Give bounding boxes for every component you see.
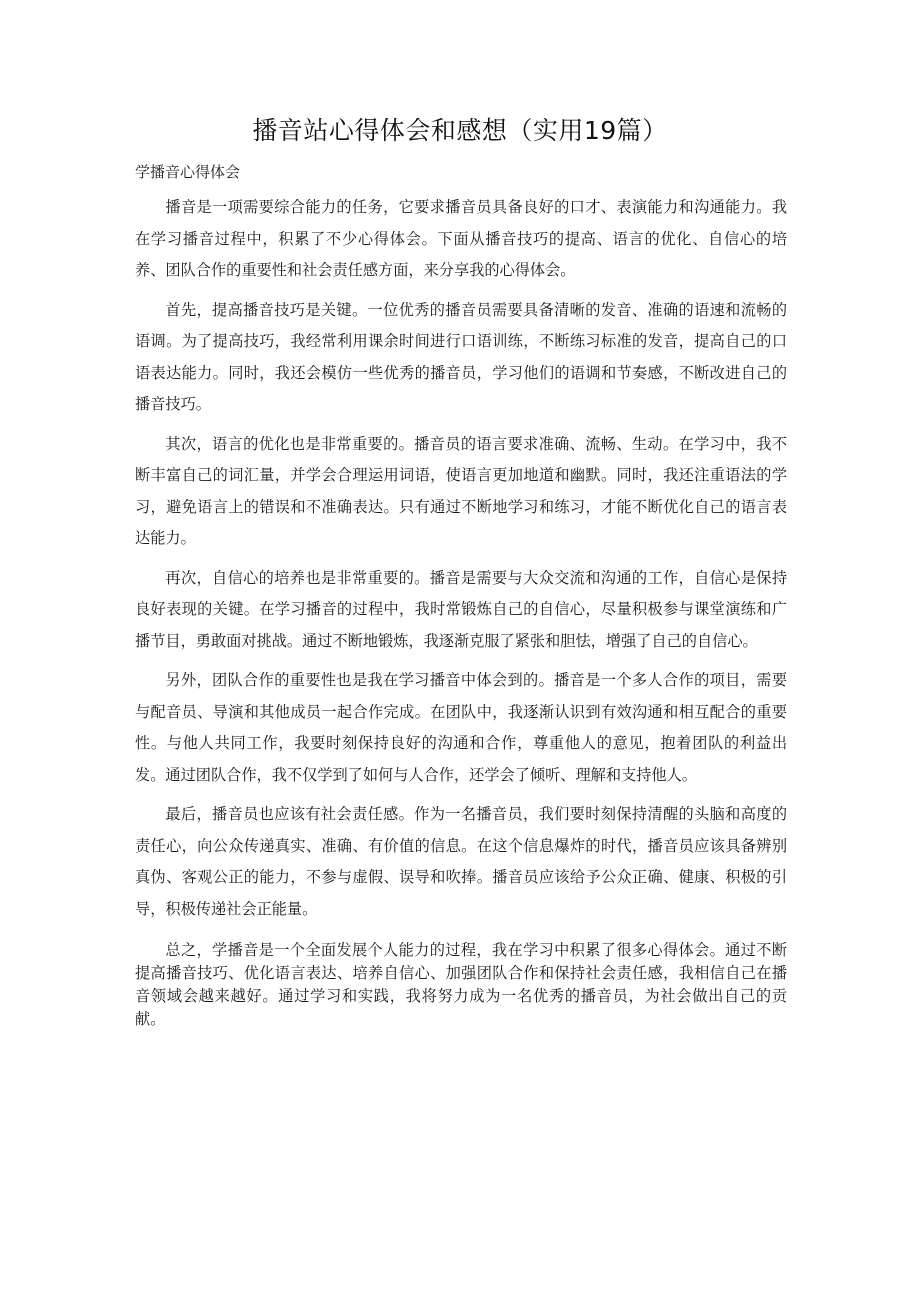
paragraph-teamwork: 另外，团队合作的重要性也是我在学习播音中体会到的。播音是一个多人合作的项目，需要与配音员、导演和其他成员一起合作完成。在团队中，我逐渐认识到有效沟通和相互配合的重要性。与他人共同工作，我要时刻保持良好的沟通和合作，尊重他人的意见，抱着团队的利益出发。通过团队合作，我不仅学到了如何与人合作，还学会了倾听、理解和支持他人。 [135, 671, 787, 784]
paragraph-conclusion: 总之，学播音是一个全面发展个人能力的过程，我在学习中积累了很多心得体会。通过不断提高播音技巧、优化语言表达、培养自信心、加强团队合作和保持社会责任感，我相信自己在播音领域会越来越好。通过学习和实践，我将努力成为一名优秀的播音员，为社会做出自己的贡献。 [135, 941, 787, 1028]
paragraph-intro: 播音是一项需要综合能力的任务，它要求播音员具备良好的口才、表演能力和沟通能力。我在学习播音过程中，积累了不少心得体会。下面从播音技巧的提高、语言的优化、自信心的培养、团队合作的重要性和社会责任感方面，来分享我的心得体会。 [135, 198, 787, 279]
paragraph-confidence: 再次，自信心的培养也是非常重要的。播音是需要与大众交流和沟通的工作，自信心是保持良好表现的关键。在学习播音的过程中，我时常锻炼自己的自信心，尽量积极参与课堂演练和广播节目，勇敢面对挑战。通过不断地锻炼，我逐渐克服了紧张和胆怯，增强了自己的自信心。 [135, 568, 787, 650]
document-body [135, 192, 787, 1039]
document-title: 播音站心得体会和感想（实用19篇） [252, 116, 668, 145]
section-heading: 学播音心得体会 [135, 163, 241, 181]
paragraph-responsibility: 最后，播音员也应该有社会责任感。作为一名播音员，我们要时刻保持清醒的头脑和高度的责任心，向公众传递真实、准确、有价值的信息。在这个信息爆炸的时代，播音员应该具备辨别真伪、客观公正的能力，不参与虚假、误导和吹捧。播音员应该给予公众正确、健康、积极的引导，积极传递社会正能量。 [135, 805, 787, 918]
paragraph-language: 其次，语言的优化也是非常重要的。播音员的语言要求准确、流畅、生动。在学习中，我不断丰富自己的词汇量，并学会合理运用词语，使语言更加地道和幽默。同时，我还注重语法的学习，避免语言上的错误和不准确表达。只有通过不断地学习和练习，才能不断优化自己的语言表达能力。 [135, 434, 787, 547]
paragraph-technique: 首先，提高播音技巧是关键。一位优秀的播音员需要具备清晰的发音、准确的语速和流畅的语调。为了提高技巧，我经常利用课余时间进行口语训练，不断练习标准的发音，提高自己的口语表达能力。同时，我还会模仿一些优秀的播音员，学习他们的语调和节奏感，不断改进自己的播音技巧。 [135, 300, 787, 413]
